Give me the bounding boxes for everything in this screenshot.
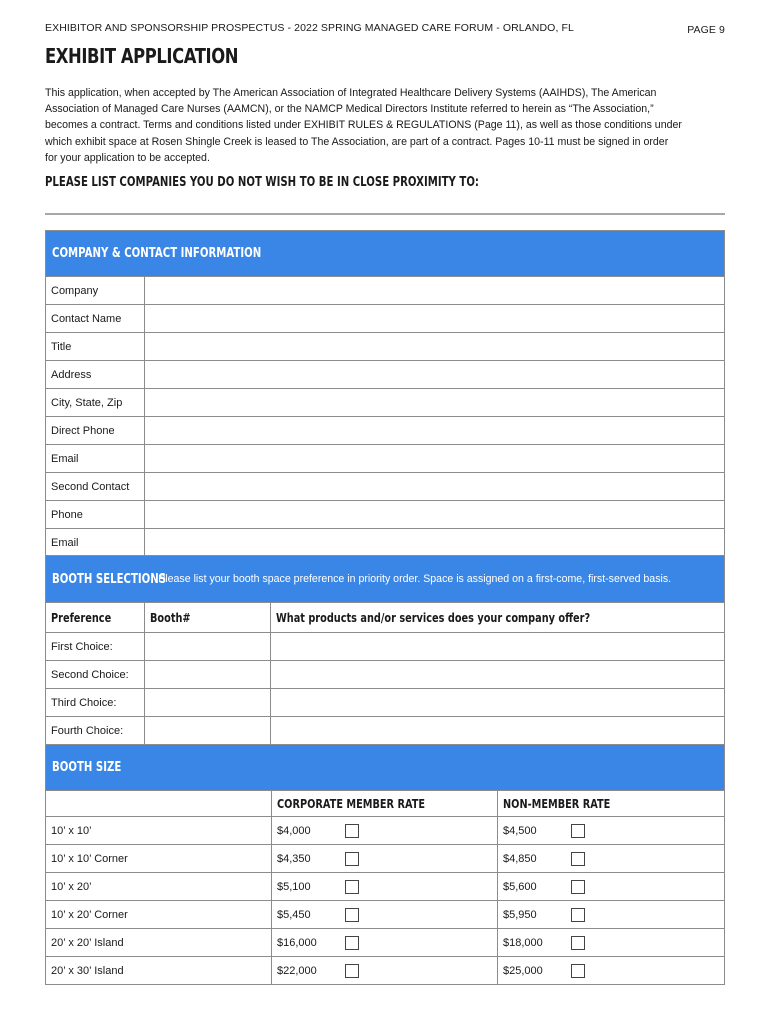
- member-rate: $22,000: [277, 964, 317, 977]
- contact-heading: COMPANY & CONTACT INFORMATION: [52, 246, 262, 261]
- non-member-rate-cell: [497, 817, 724, 844]
- non-member-rate-cell: [497, 845, 724, 872]
- booth-size-row: [45, 957, 725, 985]
- form-row: [45, 389, 725, 417]
- field-input[interactable]: [144, 333, 724, 360]
- member-rate: $4,000: [277, 824, 311, 837]
- booth-number-input[interactable]: [144, 717, 270, 744]
- member-rate-checkbox[interactable]: [345, 908, 359, 922]
- contact-section: [45, 230, 725, 557]
- form-row: [45, 417, 725, 445]
- form-row: [45, 501, 725, 529]
- booth-size-row: [45, 817, 725, 845]
- member-rate-cell: [271, 957, 497, 984]
- field-label: City, State, Zip: [51, 396, 123, 409]
- choice-row: [45, 717, 725, 745]
- field-label: Title: [51, 340, 72, 353]
- column-header: What products and/or services does your company offer?: [270, 603, 724, 632]
- field-label: Address: [51, 368, 92, 381]
- booth-size-header-row: [45, 791, 725, 817]
- column-header: Preference: [51, 610, 112, 625]
- contact-heading-band: [45, 230, 725, 277]
- non-member-rate: $4,500: [503, 824, 537, 837]
- booth-size-section: [45, 744, 725, 985]
- contact-rows: [45, 277, 725, 557]
- booth-size-row: [45, 873, 725, 901]
- booth-selection-heading: BOOTH SELECTIONS: [52, 571, 167, 587]
- member-rate: $5,450: [277, 908, 311, 921]
- booth-size-heading-band: [45, 744, 725, 791]
- form-row: [45, 333, 725, 361]
- form-row: [45, 473, 725, 501]
- member-rate-checkbox[interactable]: [345, 880, 359, 894]
- intro-line: This application, when accepted by The American Association of Integrated Healthcare Delivery Systems (AAIHDS), The American: [45, 87, 657, 99]
- products-input[interactable]: [270, 633, 724, 660]
- non-member-rate-cell: [497, 873, 724, 900]
- non-member-rate: $18,000: [503, 936, 543, 949]
- field-input[interactable]: [144, 417, 724, 444]
- non-member-rate-checkbox[interactable]: [571, 908, 585, 922]
- choice-row: [45, 689, 725, 717]
- field-input[interactable]: [144, 501, 724, 528]
- field-label: Email: [51, 452, 79, 465]
- booth-size-label: 10’ x 20’ Corner: [51, 908, 128, 921]
- non-member-rate-checkbox[interactable]: [571, 824, 585, 838]
- booth-selection-section: [45, 555, 725, 745]
- non-member-rate-checkbox[interactable]: [571, 880, 585, 894]
- running-title: EXHIBITOR AND SPONSORSHIP PROSPECTUS - 2022 SPRING MANAGED CARE FORUM - ORLANDO, FL: [45, 22, 574, 34]
- member-rate-checkbox[interactable]: [345, 852, 359, 866]
- proximity-input-line[interactable]: [45, 213, 725, 215]
- products-input[interactable]: [270, 717, 724, 744]
- booth-size-row: [45, 901, 725, 929]
- field-input[interactable]: [144, 277, 724, 304]
- member-rate-cell: [271, 901, 497, 928]
- non-member-rate-cell: [497, 929, 724, 956]
- member-rate: $5,100: [277, 880, 311, 893]
- choice-row: [45, 661, 725, 689]
- field-label: Direct Phone: [51, 424, 115, 437]
- non-member-rate: $25,000: [503, 964, 543, 977]
- proximity-label: PLEASE LIST COMPANIES YOU DO NOT WISH TO BE IN CLOSE PROXIMITY TO:: [45, 175, 479, 190]
- size-rows: [45, 817, 725, 985]
- field-label: Company: [51, 284, 99, 297]
- booth-size-label: 10’ x 20’: [51, 880, 92, 893]
- choice-rows: [45, 633, 725, 745]
- member-rate-checkbox[interactable]: [345, 936, 359, 950]
- non-member-rate: $5,600: [503, 880, 537, 893]
- choice-row: [45, 633, 725, 661]
- intro-paragraph: [45, 85, 725, 166]
- form-row: [45, 277, 725, 305]
- booth-size-row: [45, 845, 725, 873]
- member-rate-cell: [271, 817, 497, 844]
- non-member-rate-checkbox[interactable]: [571, 964, 585, 978]
- member-rate-checkbox[interactable]: [345, 824, 359, 838]
- field-label: Contact Name: [51, 312, 122, 325]
- field-input[interactable]: [144, 389, 724, 416]
- booth-size-heading: BOOTH SIZE: [52, 760, 122, 775]
- booth-size-label: 10’ x 10’ Corner: [51, 852, 128, 865]
- non-member-rate-cell: [497, 957, 724, 984]
- column-header: NON-MEMBER RATE: [497, 791, 724, 816]
- column-header: CORPORATE MEMBER RATE: [271, 791, 497, 816]
- booth-number-input[interactable]: [144, 661, 270, 688]
- form-row: [45, 305, 725, 333]
- booth-selection-heading-band: [45, 555, 725, 603]
- booth-selection-header-row: [45, 603, 725, 633]
- non-member-rate-checkbox[interactable]: [571, 852, 585, 866]
- intro-line: which exhibit space at Rosen Shingle Creek is leased to The Association, are part of a contract. Pages 10-11 must be signed in order: [45, 135, 669, 148]
- field-label: Second Contact: [51, 480, 130, 493]
- non-member-rate-checkbox[interactable]: [571, 936, 585, 950]
- booth-selection-note: Please list your booth space preference in priority order. Space is assigned on a first-come, first-served basis.: [158, 573, 672, 585]
- non-member-rate: $5,950: [503, 908, 537, 921]
- form-row: [45, 361, 725, 389]
- member-rate-checkbox[interactable]: [345, 964, 359, 978]
- page-title: EXHIBIT APPLICATION: [45, 44, 239, 68]
- non-member-rate-cell: [497, 901, 724, 928]
- booth-size-label: 10’ x 10’: [51, 824, 92, 837]
- products-input[interactable]: [270, 689, 724, 716]
- member-rate: $16,000: [277, 936, 317, 949]
- field-input[interactable]: [144, 305, 724, 332]
- field-input[interactable]: [144, 361, 724, 388]
- member-rate-cell: [271, 845, 497, 872]
- column-header: [46, 791, 271, 816]
- booth-number-input[interactable]: [144, 633, 270, 660]
- booth-size-label: 20’ x 20’ Island: [51, 936, 124, 949]
- products-input[interactable]: [270, 661, 724, 688]
- intro-line: becomes a contract. Terms and conditions listed under EXHIBIT RULES & REGULATIONS (Page 11), as well as those conditions under: [45, 119, 682, 132]
- field-label: Email: [51, 536, 79, 549]
- column-header: Booth#: [144, 603, 270, 632]
- form-row: [45, 529, 725, 557]
- page-number: PAGE 9: [687, 24, 725, 36]
- field-input[interactable]: [144, 473, 724, 500]
- intro-line: Association of Managed Care Nurses (AAMCN), or the NAMCP Medical Directors Institute referred to herein as “The Association,”: [45, 103, 654, 116]
- booth-number-input[interactable]: [144, 689, 270, 716]
- field-input[interactable]: [144, 529, 724, 556]
- field-input[interactable]: [144, 445, 724, 472]
- running-header: [45, 22, 725, 34]
- form-row: [45, 445, 725, 473]
- choice-label: Third Choice:: [51, 696, 117, 709]
- member-rate: $4,350: [277, 852, 311, 865]
- field-label: Phone: [51, 508, 83, 521]
- booth-size-row: [45, 929, 725, 957]
- choice-label: Fourth Choice:: [51, 724, 124, 737]
- member-rate-cell: [271, 929, 497, 956]
- member-rate-cell: [271, 873, 497, 900]
- non-member-rate: $4,850: [503, 852, 537, 865]
- booth-size-label: 20’ x 30’ Island: [51, 964, 124, 977]
- intro-line: for your application to be accepted.: [45, 151, 210, 164]
- choice-label: First Choice:: [51, 640, 113, 653]
- choice-label: Second Choice:: [51, 668, 129, 681]
